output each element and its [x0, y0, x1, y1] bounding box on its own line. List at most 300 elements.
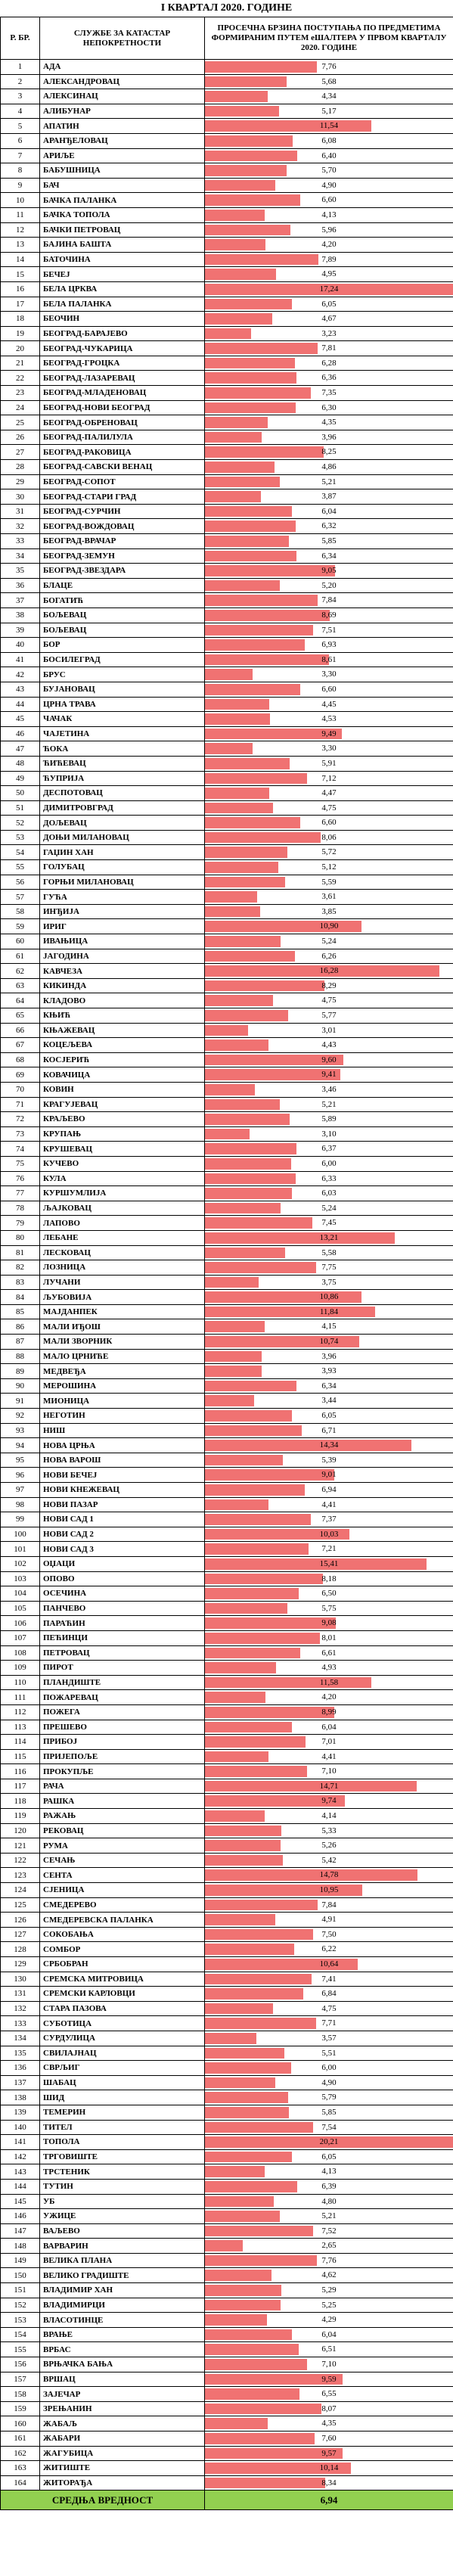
speed-cell — [205, 786, 453, 801]
speed-cell — [205, 1275, 453, 1290]
row-number: 83 — [1, 1275, 40, 1290]
table-row — [1, 1661, 453, 1676]
row-number: 162 — [1, 2446, 40, 2461]
footer-value: 6,94 — [205, 2491, 453, 2510]
office-name: СМЕДЕРЕВО — [40, 1897, 205, 1913]
speed-value: 6,26 — [321, 951, 337, 961]
row-number: 51 — [1, 800, 40, 816]
speed-cell — [205, 2046, 453, 2061]
speed-cell — [205, 1364, 453, 1379]
row-number: 143 — [1, 2164, 40, 2180]
row-number: 128 — [1, 1942, 40, 1957]
office-name: ПРИЈЕПОЉЕ — [40, 1749, 205, 1764]
row-number: 140 — [1, 2120, 40, 2135]
table-row — [1, 652, 453, 667]
row-number: 121 — [1, 1838, 40, 1854]
table-row — [1, 104, 453, 119]
table-row — [1, 890, 453, 905]
row-number: 44 — [1, 697, 40, 712]
table-row — [1, 756, 453, 771]
table-row — [1, 638, 453, 653]
table-row — [1, 1704, 453, 1720]
table-row — [1, 474, 453, 489]
row-number: 144 — [1, 2179, 40, 2194]
speed-cell — [205, 607, 453, 623]
table-row — [1, 2372, 453, 2387]
office-name: АДА — [40, 60, 205, 75]
table-row — [1, 1586, 453, 1602]
table-row — [1, 875, 453, 890]
speed-cell — [205, 2090, 453, 2105]
table-row — [1, 415, 453, 430]
row-number: 57 — [1, 890, 40, 905]
speed-value: 6,50 — [321, 1589, 337, 1599]
speed-cell — [205, 1542, 453, 1557]
speed-cell — [205, 2209, 453, 2224]
row-number: 75 — [1, 1156, 40, 1171]
speed-cell — [205, 2223, 453, 2239]
speed-value: 6,40 — [321, 151, 337, 160]
speed-cell — [205, 2357, 453, 2372]
table-row — [1, 1142, 453, 1157]
table-row — [1, 2016, 453, 2031]
office-name: ГОЛУБАЦ — [40, 860, 205, 875]
table-row — [1, 1097, 453, 1112]
speed-value: 6,32 — [321, 521, 337, 531]
speed-value: 5,42 — [321, 1855, 337, 1865]
row-number: 72 — [1, 1112, 40, 1127]
row-number: 84 — [1, 1290, 40, 1305]
speed-value: 7,21 — [321, 1544, 337, 1554]
table-row — [1, 830, 453, 845]
row-number: 113 — [1, 1720, 40, 1735]
office-name: СОМБОР — [40, 1942, 205, 1957]
office-name: БЕОГРАД-ОБРЕНОВАЦ — [40, 415, 205, 430]
table-row — [1, 460, 453, 475]
table-row — [1, 1067, 453, 1083]
office-name: КРАЉЕВО — [40, 1112, 205, 1127]
speed-cell — [205, 845, 453, 860]
table-row — [1, 548, 453, 564]
row-number: 164 — [1, 2475, 40, 2491]
table-row — [1, 2268, 453, 2283]
speed-value: 4,45 — [321, 699, 337, 709]
speed-cell — [205, 860, 453, 875]
speed-value: 7,41 — [321, 1974, 337, 1984]
table-row — [1, 934, 453, 949]
speed-cell — [205, 74, 453, 89]
row-number: 11 — [1, 207, 40, 222]
office-name: ЦРНА ТРАВА — [40, 697, 205, 712]
speed-cell — [205, 993, 453, 1008]
speed-cell — [205, 816, 453, 831]
speed-cell — [205, 2446, 453, 2461]
speed-value: 14,34 — [319, 1440, 339, 1450]
row-number: 141 — [1, 2135, 40, 2150]
row-number: 159 — [1, 2401, 40, 2416]
speed-value: 6,05 — [321, 2152, 337, 2161]
table-row — [1, 1423, 453, 1438]
speed-value: 6,60 — [321, 684, 337, 694]
row-number: 18 — [1, 312, 40, 327]
speed-cell — [205, 1186, 453, 1201]
speed-value: 4,95 — [321, 269, 337, 279]
row-number: 62 — [1, 964, 40, 979]
office-name: ТЕМЕРИН — [40, 2105, 205, 2120]
office-name: СЕЧАЊ — [40, 1853, 205, 1868]
speed-value: 4,35 — [321, 418, 337, 427]
office-name: БАЈИНА БАШТА — [40, 238, 205, 253]
office-name: СРЕМСКИ КАРЛОВЦИ — [40, 1987, 205, 2002]
office-name: СУБОТИЦА — [40, 2016, 205, 2031]
speed-cell — [205, 949, 453, 964]
speed-value: 8,18 — [321, 1574, 337, 1583]
office-name: БЕЛА ПАЛАНКА — [40, 297, 205, 312]
speed-cell — [205, 1527, 453, 1542]
row-number: 150 — [1, 2268, 40, 2283]
row-number: 27 — [1, 445, 40, 460]
office-name: БЕОГРАД-БАРАЈЕВО — [40, 326, 205, 341]
speed-value: 5,59 — [321, 877, 337, 887]
table-row — [1, 904, 453, 919]
table-row — [1, 2313, 453, 2328]
row-number: 97 — [1, 1483, 40, 1498]
row-number: 153 — [1, 2313, 40, 2328]
office-name: ПРИБОЈ — [40, 1735, 205, 1750]
table-row — [1, 356, 453, 371]
speed-value: 4,75 — [321, 996, 337, 1005]
speed-value: 3,87 — [321, 492, 337, 502]
speed-value: 16,28 — [319, 966, 339, 976]
speed-value: 5,58 — [321, 1248, 337, 1257]
row-number: 26 — [1, 430, 40, 445]
speed-value: 9,08 — [321, 1618, 337, 1628]
speed-cell — [205, 2031, 453, 2046]
speed-cell — [205, 667, 453, 682]
table-row — [1, 1897, 453, 1913]
office-name: СУРДУЛИЦА — [40, 2031, 205, 2046]
table-row — [1, 1023, 453, 1038]
speed-cell — [205, 2135, 453, 2150]
speed-cell — [205, 1942, 453, 1957]
row-number: 81 — [1, 1245, 40, 1260]
row-number: 105 — [1, 1601, 40, 1616]
speed-cell — [205, 119, 453, 134]
speed-value: 7,60 — [321, 2434, 337, 2443]
row-number: 109 — [1, 1661, 40, 1676]
row-number: 41 — [1, 652, 40, 667]
table-row — [1, 267, 453, 282]
row-number: 137 — [1, 2075, 40, 2090]
speed-value: 7,84 — [321, 595, 337, 605]
table-row — [1, 519, 453, 534]
table-row — [1, 1038, 453, 1053]
speed-value: 3,85 — [321, 906, 337, 916]
row-number: 73 — [1, 1126, 40, 1142]
speed-cell — [205, 1008, 453, 1024]
office-name: КУЧЕВО — [40, 1156, 205, 1171]
table-row — [1, 2179, 453, 2194]
speed-cell — [205, 830, 453, 845]
speed-value: 11,58 — [319, 1677, 339, 1687]
office-name: БОЉЕВАЦ — [40, 623, 205, 638]
office-name: БОЉЕВАЦ — [40, 607, 205, 623]
row-number: 96 — [1, 1468, 40, 1483]
table-row — [1, 2149, 453, 2164]
speed-cell — [205, 133, 453, 148]
speed-value: 7,75 — [321, 1263, 337, 1272]
office-name: КЊИЋ — [40, 1008, 205, 1024]
speed-value: 4,34 — [321, 92, 337, 101]
speed-cell — [205, 281, 453, 297]
office-name: БЕОГРАД-СОПОТ — [40, 474, 205, 489]
speed-cell — [205, 2105, 453, 2120]
speed-value: 4,91 — [321, 1915, 337, 1925]
table-row — [1, 2432, 453, 2447]
table-row — [1, 386, 453, 401]
speed-cell — [205, 1082, 453, 1097]
speed-cell — [205, 2164, 453, 2180]
speed-cell — [205, 1764, 453, 1779]
speed-value: 5,24 — [321, 1203, 337, 1213]
office-name: ПЕТРОВАЦ — [40, 1645, 205, 1661]
office-name: МАЛО ЦРНИЋЕ — [40, 1349, 205, 1364]
speed-value: 3,75 — [321, 1277, 337, 1287]
row-number: 46 — [1, 726, 40, 741]
office-name: КЛАДОВО — [40, 993, 205, 1008]
table-row — [1, 800, 453, 816]
speed-value: 7,10 — [321, 1767, 337, 1776]
office-name: ТОПОЛА — [40, 2135, 205, 2150]
row-number: 129 — [1, 1957, 40, 1972]
row-number: 142 — [1, 2149, 40, 2164]
table-row — [1, 712, 453, 727]
row-number: 149 — [1, 2253, 40, 2268]
row-number: 13 — [1, 238, 40, 253]
table-row — [1, 593, 453, 608]
speed-value: 5,24 — [321, 937, 337, 946]
row-number: 55 — [1, 860, 40, 875]
table-row — [1, 1290, 453, 1305]
table-row — [1, 949, 453, 964]
speed-value: 7,01 — [321, 1737, 337, 1747]
office-name: БЕЧЕЈ — [40, 267, 205, 282]
table-row — [1, 326, 453, 341]
speed-cell — [205, 504, 453, 519]
office-name: АПАТИН — [40, 119, 205, 134]
row-number: 3 — [1, 89, 40, 104]
office-name: ТУТИН — [40, 2179, 205, 2194]
speed-cell — [205, 474, 453, 489]
row-number: 19 — [1, 326, 40, 341]
speed-value: 6,51 — [321, 2345, 337, 2354]
row-number: 154 — [1, 2327, 40, 2342]
table-row — [1, 2461, 453, 2476]
speed-cell — [205, 1913, 453, 1928]
row-number: 145 — [1, 2194, 40, 2209]
office-name: НОВИ САД 3 — [40, 1542, 205, 1557]
table-row — [1, 2239, 453, 2254]
office-name: БЕОГРАД-ПАЛИЛУЛА — [40, 430, 205, 445]
speed-value: 4,90 — [321, 2077, 337, 2087]
speed-cell — [205, 964, 453, 979]
row-number: 123 — [1, 1868, 40, 1883]
row-number: 85 — [1, 1304, 40, 1319]
table-row — [1, 2475, 453, 2491]
speed-cell — [205, 2120, 453, 2135]
speed-cell — [205, 1556, 453, 1571]
table-row — [1, 445, 453, 460]
row-number: 131 — [1, 1987, 40, 2002]
office-name: БРУС — [40, 667, 205, 682]
row-number: 114 — [1, 1735, 40, 1750]
table-row — [1, 1335, 453, 1350]
speed-value: 10,86 — [319, 1292, 339, 1302]
speed-value: 6,04 — [321, 1722, 337, 1732]
table-row — [1, 1556, 453, 1571]
row-number: 20 — [1, 341, 40, 356]
office-name: ВЛАДИМИРЦИ — [40, 2298, 205, 2313]
table-row — [1, 2135, 453, 2150]
office-name: КОВИН — [40, 1082, 205, 1097]
table-row — [1, 682, 453, 697]
speed-cell — [205, 1586, 453, 1602]
table-row — [1, 2357, 453, 2372]
office-name: ТИТЕЛ — [40, 2120, 205, 2135]
table-row — [1, 607, 453, 623]
row-number: 49 — [1, 771, 40, 786]
table-row — [1, 2223, 453, 2239]
speed-cell — [205, 148, 453, 163]
speed-cell — [205, 1126, 453, 1142]
speed-value: 7,51 — [321, 625, 337, 635]
speed-value: 7,76 — [321, 2255, 337, 2265]
row-number: 107 — [1, 1630, 40, 1645]
row-number: 6 — [1, 133, 40, 148]
speed-cell — [205, 2283, 453, 2298]
row-number: 126 — [1, 1913, 40, 1928]
office-name: НОВА ЦРЊА — [40, 1438, 205, 1453]
row-number: 24 — [1, 400, 40, 415]
table-body — [1, 60, 453, 2491]
speed-value: 5,75 — [321, 1603, 337, 1613]
row-number: 132 — [1, 2001, 40, 2016]
row-number: 36 — [1, 578, 40, 593]
speed-cell — [205, 934, 453, 949]
row-number: 59 — [1, 919, 40, 934]
office-name: БЛАЦЕ — [40, 578, 205, 593]
speed-value: 8,07 — [321, 2404, 337, 2413]
row-number: 139 — [1, 2105, 40, 2120]
table-row — [1, 2387, 453, 2402]
speed-value: 6,28 — [321, 358, 337, 368]
speed-value: 6,03 — [321, 1189, 337, 1198]
table-row — [1, 2283, 453, 2298]
speed-cell — [205, 534, 453, 549]
row-number: 4 — [1, 104, 40, 119]
table-row — [1, 1260, 453, 1276]
table-row — [1, 786, 453, 801]
speed-cell — [205, 267, 453, 282]
table-row — [1, 1171, 453, 1186]
speed-cell — [205, 1571, 453, 1586]
row-number: 134 — [1, 2031, 40, 2046]
speed-value: 6,37 — [321, 1144, 337, 1154]
row-number: 78 — [1, 1201, 40, 1216]
office-name: БЕОГРАД-НОВИ БЕОГРАД — [40, 400, 205, 415]
table-row — [1, 1675, 453, 1690]
speed-value: 6,61 — [321, 1648, 337, 1658]
speed-value: 9,60 — [321, 1055, 337, 1064]
office-name: МЕРОШИНА — [40, 1378, 205, 1394]
office-name: ВРШАЦ — [40, 2372, 205, 2387]
row-number: 1 — [1, 60, 40, 75]
speed-value: 4,80 — [321, 2196, 337, 2206]
header-name: СЛУЖБЕ ЗА КАТАСТАР НЕПОКРЕТНОСТИ — [40, 17, 205, 60]
speed-value: 4,75 — [321, 803, 337, 813]
table-row — [1, 2075, 453, 2090]
table-row — [1, 400, 453, 415]
office-name: БОГАТИЋ — [40, 593, 205, 608]
office-name: БЕОГРАД-ЗВЕЗДАРА — [40, 564, 205, 579]
office-name: ВАЉЕВО — [40, 2223, 205, 2239]
office-name: ГУЋА — [40, 890, 205, 905]
speed-cell — [205, 1349, 453, 1364]
table-row — [1, 1853, 453, 1868]
speed-value: 3,30 — [321, 670, 337, 679]
table-row — [1, 860, 453, 875]
speed-cell — [205, 1661, 453, 1676]
speed-cell — [205, 1438, 453, 1453]
office-name: КУРШУМЛИЈА — [40, 1186, 205, 1201]
office-name: ИНЂИЈА — [40, 904, 205, 919]
table-row — [1, 1690, 453, 1705]
speed-cell — [205, 2179, 453, 2194]
speed-cell — [205, 2342, 453, 2357]
speed-value: 5,21 — [321, 1099, 337, 1109]
speed-value: 6,05 — [321, 299, 337, 309]
speed-cell — [205, 1097, 453, 1112]
table-row — [1, 771, 453, 786]
office-name: ЉАЈКОВАЦ — [40, 1201, 205, 1216]
office-name: ЛЕБАНЕ — [40, 1230, 205, 1245]
speed-value: 3,61 — [321, 892, 337, 902]
office-name: БЕОГРАД-РАКОВИЦА — [40, 445, 205, 460]
speed-value: 3,01 — [321, 1025, 337, 1035]
row-number: 15 — [1, 267, 40, 282]
table-row — [1, 1230, 453, 1245]
speed-value: 4,20 — [321, 240, 337, 250]
table-row — [1, 89, 453, 104]
speed-cell — [205, 1794, 453, 1809]
speed-value: 10,90 — [319, 921, 339, 931]
office-name: БЕОГРАД-СТАРИ ГРАД — [40, 489, 205, 505]
speed-value: 6,39 — [321, 2181, 337, 2191]
row-number: 39 — [1, 623, 40, 638]
speed-value: 7,81 — [321, 343, 337, 353]
speed-cell — [205, 1171, 453, 1186]
speed-cell — [205, 623, 453, 638]
office-name: БАЧКИ ПЕТРОВАЦ — [40, 222, 205, 238]
row-number: 88 — [1, 1349, 40, 1364]
office-name: ОПОВО — [40, 1571, 205, 1586]
speed-cell — [205, 1453, 453, 1468]
row-number: 35 — [1, 564, 40, 579]
office-name: СРЕМСКА МИТРОВИЦА — [40, 1972, 205, 1987]
row-number: 32 — [1, 519, 40, 534]
speed-cell — [205, 1675, 453, 1690]
speed-cell — [205, 1497, 453, 1512]
